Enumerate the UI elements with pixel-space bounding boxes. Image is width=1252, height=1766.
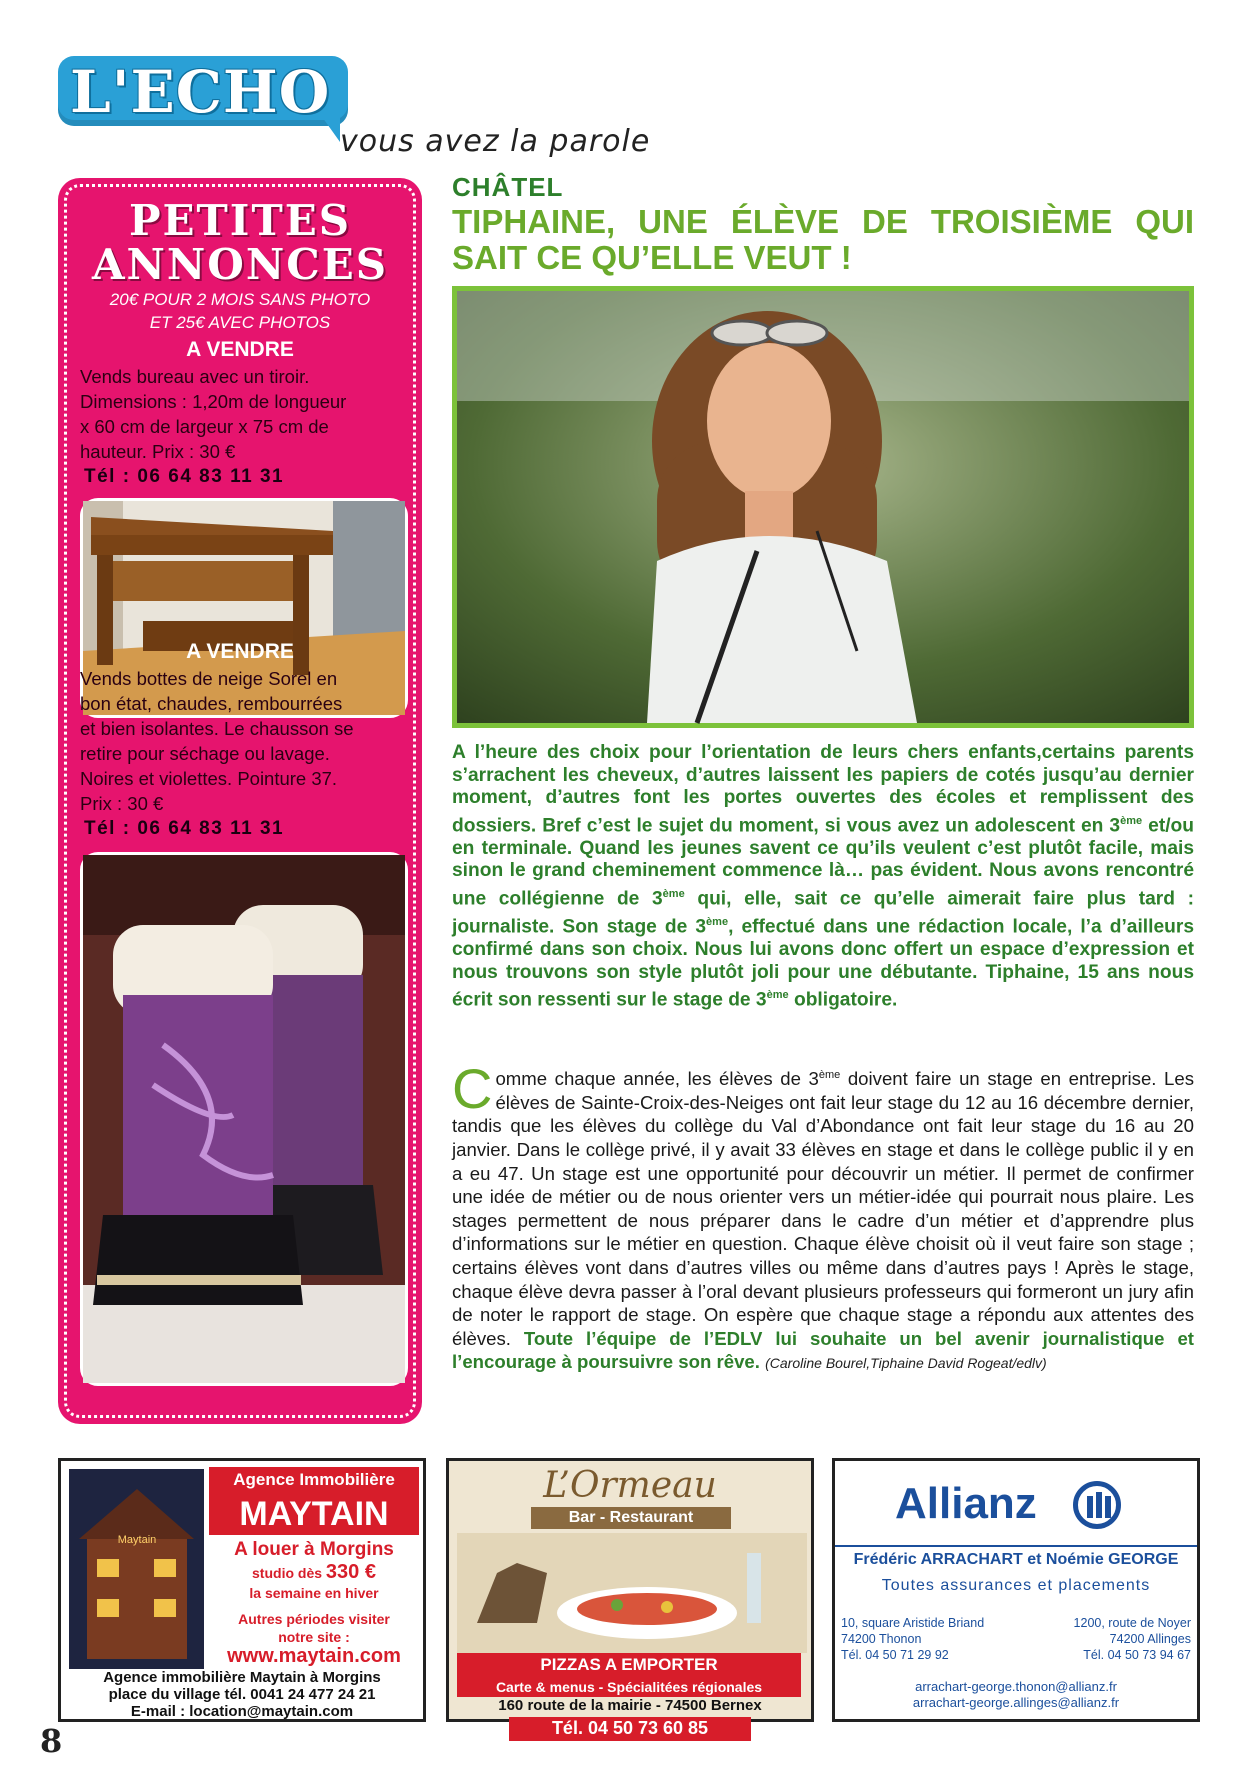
allianz-divider (835, 1545, 1197, 1547)
pricing-line-1: 20€ POUR 2 MOIS SANS PHOTO (109, 290, 371, 309)
maytain-line1: Agence Immobilière (209, 1467, 419, 1493)
ad-2-line: Noires et violettes. Pointure 37. (80, 768, 338, 789)
maytain-footer-line: place du village tél. 0041 24 477 24 21 (108, 1686, 376, 1703)
ad-2-heading: A VENDRE (186, 640, 294, 663)
ad-2-text (80, 666, 410, 816)
maytain-footer-line[interactable]: E-mail : location@maytain.com (130, 1703, 354, 1720)
allianz-office-line: Tél. 04 50 73 94 67 (1083, 1648, 1191, 1662)
price-prefix: studio dès (252, 1565, 323, 1581)
chalet-illustration (69, 1469, 204, 1669)
maytain-other2: notre site : (278, 1629, 350, 1645)
maytain-price-line (209, 1561, 419, 1584)
ad-1-line: Vends bureau avec un tiroir. (80, 366, 310, 387)
page-number: 8 (40, 1722, 63, 1760)
lead-text: A l’heure des choix pour l’orientation de leurs chers enfants,certains parents s’arrachent les cheveux, d’autres laissent les papiers de cotés jusqu’au dernier moment, d’autres font les portes ouvertes des écoles et remplissent des dossiers. Bref c’est le sujet du moment, si vous avez un adolescent en 3 (452, 742, 1194, 837)
lead-text: obligatoire. (788, 989, 898, 1011)
lead-text: qui, elle, sait ce qu’elle aimerait faire plus tard : journaliste. Son stage de 3 (452, 888, 1194, 938)
boots-illustration (83, 855, 405, 1383)
superscript: ème (662, 887, 685, 900)
ad-1-line: Dimensions : 1,20m de longueur (80, 391, 347, 412)
maytain-footer (65, 1669, 419, 1720)
ormeau-subtitle: Bar - Restaurant (531, 1507, 731, 1529)
allianz-office-allinges (1074, 1615, 1191, 1663)
allianz-brand: Allianz (895, 1479, 1037, 1528)
allianz-office-line: 10, square Aristide Briand (841, 1616, 985, 1630)
ad-2-line: retire pour séchage ou lavage. (80, 743, 330, 764)
ad-2-phone: Tél : 06 64 83 11 31 (84, 818, 285, 839)
restaurant-illustration (457, 1533, 807, 1653)
ormeau-pizza: PIZZAS A EMPORTER (457, 1653, 801, 1677)
boots-photo (80, 852, 408, 1386)
ad-1-line: x 60 cm de largeur x 75 cm de (80, 416, 329, 437)
allianz-office-line: Tél. 04 50 71 29 92 (841, 1648, 949, 1662)
superscript: ème (1120, 814, 1143, 827)
author-credit: (Caroline Bourel,Tiphaine David Rogeat/edlv) (765, 1355, 1047, 1372)
lead-text: et/ou en terminale. Quand les jeunes savent ce qu’ils veulent c’est plutôt facile, mais sinon le grand cheminement commence là… pas évident. Nous avons rencontré une collégienne de 3 (452, 815, 1194, 910)
maytain-brand: MAYTAIN (209, 1493, 419, 1535)
article-headline: TIPHAINE, UNE ÉLÈVE DE TROISIÈME QUI SAIT CE QU’ELLE VEUT ! (452, 203, 1194, 276)
body-text: doivent faire un stage en entreprise. Les élèves de Sainte-Croix-des-Neiges ont fait leur stage du 12 au 16 décembre dernier, tandis que les élèves du collège du Val d’Abondance ont fait leur stage du 16 au 20 janvier. Dans le collège privé, il y avait 33 élèves en stage et dans le collège public il y en a eu 47. Un stage est une opportunité pour découvrir un métier. Il permet de confirmer une idée de métier ou de nous orienter vers un métier-idée qui pourrait nous plaire. Les stages permettent de nous préparer dans le cadre d’un métier et d’apprendre plus d’informations sur le métier en question. Chaque élève choisit où il veut faire son stage ; certains élèves vont dans d’autres villes ou même dans d’autres pays ! Après le stage, chaque élève devra passer à l’oral devant plusieurs professeurs qui formeront un jury afin de noter le rapport de stage. On espère que chaque stage a répondu aux attentes des élèves. (452, 1068, 1194, 1349)
closing-sentence: Toute l’équipe de l’EDLV lui souhaite un bel avenir journalistique et l’encourage à poursuivre son rêve. (452, 1327, 1194, 1373)
article-lead (452, 742, 1194, 1012)
superscript: ème (706, 915, 729, 928)
maytain-offer: A louer à Morgins (234, 1539, 394, 1560)
article-kicker: CHÂTEL (452, 172, 564, 202)
price-value: 330 € (325, 1561, 376, 1583)
ormeau-tel: Tél. 04 50 73 60 85 (509, 1717, 751, 1741)
allianz-office-line: 74200 Thonon (841, 1632, 922, 1646)
drop-cap: C (452, 1057, 493, 1120)
classifieds-title-1: PETITES (128, 196, 352, 245)
ad-2-line: Prix : 30 € (80, 793, 164, 814)
ad-2-line: et bien isolantes. Le chausson se (80, 718, 354, 739)
article-body (452, 1057, 1194, 1376)
allianz-logo-icon (1073, 1481, 1121, 1529)
classifieds-panel (58, 178, 422, 1424)
logo-text: L'ECHO (70, 58, 331, 126)
tagline: vous avez la parole (340, 124, 651, 159)
allianz-emails (835, 1679, 1197, 1711)
chalet-photo (69, 1469, 204, 1669)
maytain-price-note: la semaine en hiver (249, 1585, 379, 1601)
ormeau-address: 160 route de la mairie - 74500 Bernex (498, 1697, 762, 1714)
allianz-tagline: Toutes assurances et placements (881, 1577, 1151, 1594)
allianz-office-thonon (841, 1615, 984, 1663)
echo-logo (58, 56, 348, 142)
ad-2-line: Vends bottes de neige Sorel en (80, 668, 338, 689)
ad-1-heading: A VENDRE (186, 338, 294, 361)
ormeau-menu: Carte & menus - Spécialitées régionales (457, 1677, 801, 1697)
ad-2-line: bon état, chaudes, rembourrées (80, 693, 343, 714)
ormeau-name: L’Ormeau (543, 1465, 717, 1506)
ad-1-line: hauteur. Prix : 30 € (80, 441, 236, 462)
allianz-office-line: 74200 Allinges (1109, 1632, 1191, 1646)
maytain-website[interactable]: www.maytain.com (227, 1645, 401, 1667)
classifieds-title-2: ANNONCES (91, 240, 389, 289)
superscript: ème (766, 989, 789, 1002)
superscript: ème (818, 1069, 841, 1081)
portrait-photo (452, 286, 1194, 728)
ad-1-phone: Tél : 06 64 83 11 31 (84, 466, 285, 487)
allianz-agents: Frédéric ARRACHART et Noémie GEORGE (853, 1551, 1179, 1568)
portrait-illustration (457, 291, 1189, 723)
maytain-ad (58, 1458, 426, 1722)
maytain-footer-line: Agence immobilière Maytain à Morgins (103, 1669, 381, 1686)
allianz-email[interactable]: arrachart-george.allinges@allianz.fr (912, 1695, 1120, 1710)
chalet-sign: Maytain (117, 1534, 157, 1546)
ad-1-text (80, 364, 410, 464)
body-text: omme chaque année, les élèves de 3 (495, 1068, 819, 1090)
ormeau-ad (446, 1458, 814, 1738)
maytain-other1: Autres périodes visiter (238, 1611, 390, 1627)
allianz-email[interactable]: arrachart-george.thonon@allianz.fr (915, 1679, 1117, 1694)
allianz-office-line: 1200, route de Noyer (1073, 1616, 1191, 1630)
lead-text: , effectué dans une rédaction locale, l’a d’ailleurs confirmé dans son choix. Nous lui avons donc offert un espace d’expression et nous trouvons son style plutôt joli pour une débutante. Tiphaine, 15 ans nous écrit son ressenti sur le stage de 3 (452, 916, 1194, 1011)
pricing-line-2: ET 25€ AVEC PHOTOS (149, 313, 331, 332)
allianz-ad (832, 1458, 1200, 1722)
